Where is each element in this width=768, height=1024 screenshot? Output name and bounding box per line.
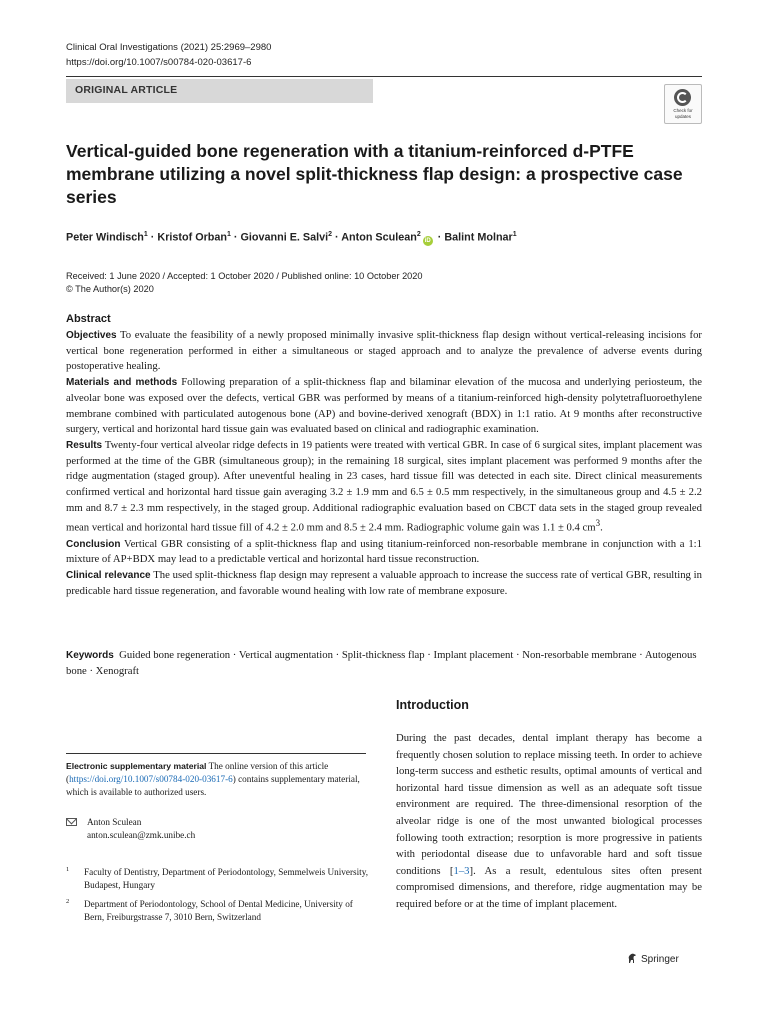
author-affiliation-sup: 1 bbox=[512, 231, 517, 238]
esm-label: Electronic supplementary material bbox=[66, 761, 207, 771]
abstract-heading: Abstract bbox=[66, 313, 111, 325]
intro-text-cont: ]. As a result, edentulous sites often present compromised dimensions, and therefore, ridge augmentation may be required before or at the time of implant placement. bbox=[396, 864, 702, 910]
objectives-label: Objectives bbox=[66, 330, 117, 341]
results-superscript: 3 bbox=[595, 518, 601, 529]
esm-text-cont: ) contains supplementary material, which is available to authorized users. bbox=[66, 774, 360, 797]
article-type-label: ORIGINAL ARTICLE bbox=[75, 84, 178, 96]
check-for-updates-badge[interactable] bbox=[664, 84, 702, 124]
results-text: Twenty-four vertical alveolar ridge defects in 19 patients were treated with vertical GBR. In case of 6 surgical sites, implant placement was performed at the time of the GBR (simultaneous group); in the remaining 18 surgical, sites implant placement was performed 9 months after the ridge augmentation (staged group). After uneventful healing in 23 cases, hard tissue fill was detected in each site. Direct clinical measurements confirmed vertical and horizontal hard tissue gain averaging 3.2 ± 1.9 mm and 6.5 ± 0.5 mm respectively, in the simultaneous group and 4.5 ± 2.2 mm and 8.7 ± 2.3 mm respectively, in the staged group. Additional radiographic evaluation based on CBCT data sets in the staged group revealed mean vertical and horizontal hard tissue fill of 4.2 ± 2.0 mm and 8.5 ± 2.4 mm. Radiographic volume gain was 1.1 ± 0.4 cm bbox=[66, 438, 703, 534]
abstract-objectives bbox=[66, 328, 702, 375]
keywords bbox=[66, 648, 702, 679]
header-rule bbox=[66, 76, 702, 77]
article-title: Vertical-guided bone regeneration with a titanium-reinforced d-PTFE membrane utilizing a novel split-thickness flap design: a prospective case series bbox=[66, 141, 683, 207]
orcid-icon[interactable]: iD bbox=[424, 237, 431, 244]
author-name[interactable]: Peter Windisch bbox=[66, 231, 144, 244]
esm-text: The online version of this article ( bbox=[66, 761, 329, 784]
introduction-heading: Introduction bbox=[396, 698, 469, 712]
methods-label: Materials and methods bbox=[66, 377, 178, 389]
affiliation-number: 2 bbox=[66, 898, 70, 905]
contact-text bbox=[87, 816, 195, 842]
envelope-icon bbox=[66, 818, 77, 826]
abstract-relevance bbox=[66, 568, 702, 599]
publication-dates bbox=[66, 270, 423, 296]
keywords-label: Keywords bbox=[66, 650, 114, 661]
badge-line-1: Check for bbox=[673, 108, 693, 113]
publisher-logo bbox=[627, 953, 679, 965]
esm-doi-link[interactable]: https://doi.org/10.1007/s00784-020-03617-6 bbox=[69, 774, 233, 784]
affiliation-text: Faculty of Dentistry, Department of Periodontology, Semmelweis University, Budapest, Hungary bbox=[84, 867, 368, 890]
contact-email[interactable]: anton.sculean@zmk.unibe.ch bbox=[87, 830, 196, 840]
author-affiliation-sup: 1 bbox=[143, 231, 148, 238]
article-type-banner bbox=[66, 79, 373, 103]
badge-text bbox=[665, 108, 701, 119]
author-name[interactable]: Anton Sculean bbox=[341, 231, 417, 244]
copyright-line: © The Author(s) 2020 bbox=[66, 284, 154, 294]
author-affiliation-sup: 1 bbox=[227, 231, 231, 238]
contact-name: Anton Sculean bbox=[87, 817, 142, 827]
conclusion-label: Conclusion bbox=[66, 538, 121, 550]
author-affiliation-sup: 2 bbox=[416, 231, 421, 238]
springer-horse-icon bbox=[627, 953, 637, 964]
methods-text: Following preparation of a split-thickness flap and bilaminar elevation of the mucosa and underlying periosteum, the alveolar bone was exposed over the defects, vertical GBR was performed by means of a titanium-reinforced high-density polytetrafluoroethylene membrane combined with particulated autogenous bone (AP) and bovine-derived xenograft (BDX) in 1:1 ratio. At 9 months after reconstructive surgery, vertical and horizontal hard tissue gain was evaluated based on clinical and radiographic examination. bbox=[66, 376, 703, 436]
abstract-body bbox=[66, 328, 702, 600]
abstract-conclusion bbox=[66, 537, 702, 568]
author-affiliation-sup: 2 bbox=[328, 231, 333, 238]
publisher-name: Springer bbox=[641, 954, 679, 965]
footnote-rule bbox=[66, 753, 366, 754]
doi-link[interactable]: https://doi.org/10.1007/s00784-020-03617-6 bbox=[66, 57, 252, 68]
abstract-results bbox=[66, 438, 702, 537]
introduction-body bbox=[396, 730, 702, 913]
author-name[interactable]: Giovanni E. Salvi bbox=[240, 231, 329, 244]
badge-line-2: updates bbox=[674, 113, 691, 119]
relevance-text: The used split-thickness flap design may represent a valuable approach to increase the success rate of vertical GBR, resulting in predicable hard tissue regeneration, and favorable wound healing with low rate of membrane exposure. bbox=[66, 569, 702, 597]
affiliation-number: 1 bbox=[66, 866, 70, 873]
intro-text: During the past decades, dental implant therapy has become a frequently chosen solution to replace missing teeth. In order to achieve long-term success and esthetic results, optimal amounts of vertical and horizontal hard tissue dimension as well as an adequate soft tissue environment are required. The three-dimensional resorption of the alveolar ridge is one of the most unwanted biological processes following tooth extraction; resorption is more progressive in patients with periodontal disease due to unfavorable hard and soft tissue conditions [ bbox=[396, 732, 702, 877]
results-label: Results bbox=[66, 439, 103, 451]
journal-header bbox=[66, 40, 271, 70]
check-for-updates-icon bbox=[674, 89, 691, 106]
keywords-text: Guided bone regeneration · Vertical augmentation · Split-thickness flap · Implant placement · Non-resorbable membrane · Autogenous bone · Xenograft bbox=[66, 649, 697, 677]
author-name[interactable]: Balint Molnar bbox=[444, 231, 513, 244]
abstract-methods bbox=[66, 375, 702, 438]
journal-citation: Clinical Oral Investigations (2021) 25:2969–2980 bbox=[66, 42, 272, 53]
citation-link[interactable]: 1–3 bbox=[453, 864, 470, 877]
objectives-text: To evaluate the feasibility of a newly proposed minimally invasive split-thickness flap design without vertical-releasing incisions for vertical bone regeneration performed in either a simultaneous or staged approach and to analyze the prevalence of adverse events during postoperative healing. bbox=[66, 329, 702, 373]
results-end: . bbox=[600, 522, 603, 534]
dates-line: Received: 1 June 2020 / Accepted: 1 October 2020 / Published online: 10 October 2020 bbox=[66, 271, 423, 281]
relevance-label: Clinical relevance bbox=[66, 570, 151, 582]
conclusion-text: Vertical GBR consisting of a split-thickness flap and using titanium-reinforced non-resorbable membrane in conjunction with a 1:1 mixture of AP+BDX may lead to a predictable vertical and horizontal hard tissue reconstruction. bbox=[66, 537, 702, 566]
author-list: Peter Windisch$^1$ · Kristof Orban$^1$ · Giovanni E. Salvi$^2$ · Anton Sculean$^2$iD · Balint Molnar$^1$ bbox=[66, 231, 517, 244]
author-name[interactable]: Kristof Orban bbox=[157, 231, 228, 244]
supplementary-note bbox=[66, 760, 366, 799]
affiliation-text: Department of Periodontology, School of Dental Medicine, University of Bern, Freiburgstrasse 7, 3010 Bern, Switzerland bbox=[84, 899, 353, 922]
